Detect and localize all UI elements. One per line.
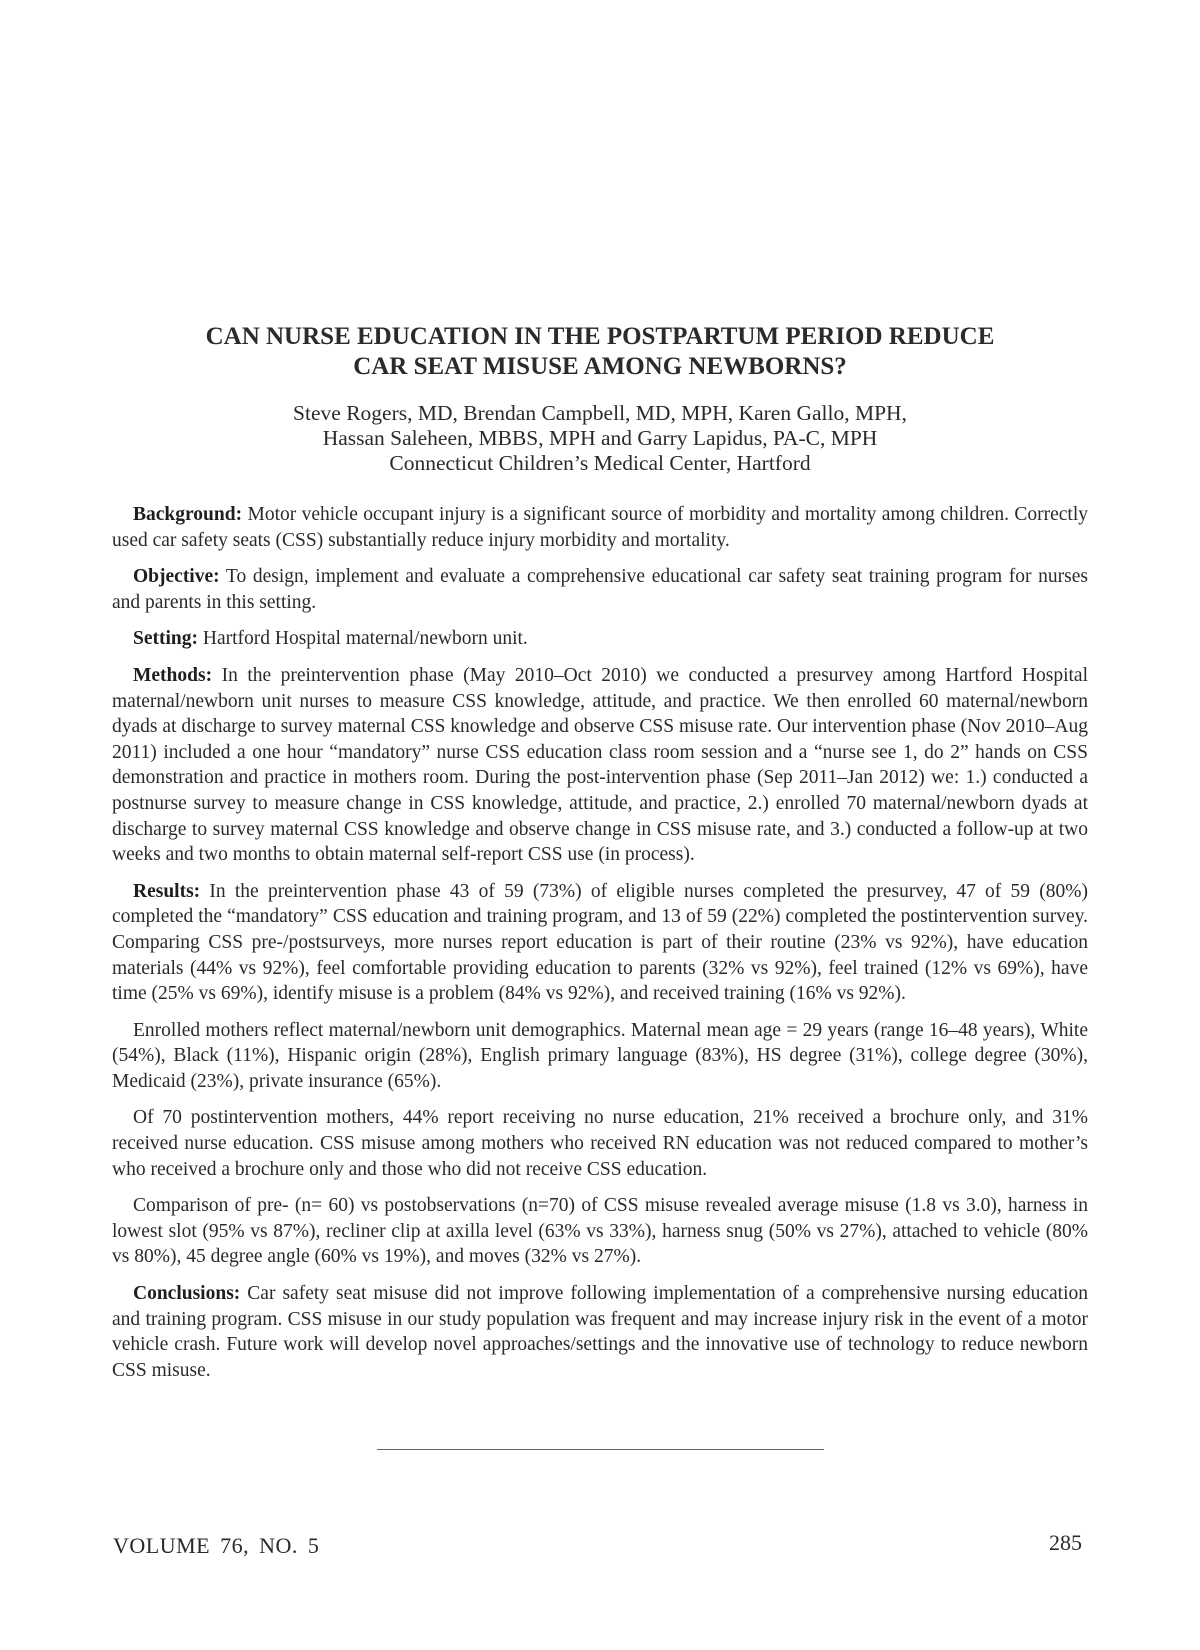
results-paragraph: [112, 879, 1088, 1007]
setting-text: Hartford Hospital maternal/newborn unit.: [198, 628, 528, 650]
byline: [110, 401, 1090, 476]
postintervention-paragraph: Of 70 postintervention mothers, 44% report receiving no nurse education, 21% received a brochure only, and 31% received nurse education. CSS misuse among mothers who received RN education was not reduced compared to mother’s who received a brochure only and those who did not receive CSS education.: [112, 1107, 1088, 1180]
abstract-body: [112, 502, 1088, 1394]
results-text: In the preintervention phase 43 of 59 (73%) of eligible nurses completed the presurvey, 47 of 59 (80%) completed the “mandatory” CSS education and training program, and 13 of 59 (22%) completed the postintervention survey. Comparing CSS pre-/postsurveys, more nurses report education is part of their routine (23% vs 92%), have education materials (44% vs 92%), feel comfortable providing education to parents (32% vs 92%), feel trained (12% vs 69%), have time (25% vs 69%), identify misuse is a problem (84% vs 92%), and received training (16% vs 92%).: [112, 880, 1088, 1005]
title-line-1: CAN NURSE EDUCATION IN THE POSTPARTUM PERIOD REDUCE: [205, 323, 995, 350]
setting-paragraph: [112, 626, 1088, 652]
objective-label: Objective:: [133, 566, 220, 588]
setting-label: Setting:: [133, 628, 198, 650]
title-line-2: CAR SEAT MISUSE AMONG NEWBORNS?: [353, 353, 847, 380]
background-paragraph: [112, 502, 1088, 553]
conclusions-paragraph: [112, 1281, 1088, 1383]
background-text: Motor vehicle occupant injury is a significant source of morbidity and mortality among children. Correctly used car safety seats (CSS) substantially reduce injury morbidity and mortality.: [112, 504, 1088, 551]
affiliation: Connecticut Children’s Medical Center, Hartford: [389, 451, 811, 475]
methods-paragraph: [112, 663, 1088, 868]
background-label: Background:: [133, 504, 243, 525]
conclusions-label: Conclusions:: [133, 1283, 241, 1305]
authors-line-2: Hassan Saleheen, MBBS, MPH and Garry Lapidus, PA-C, MPH: [322, 426, 878, 450]
methods-label: Methods:: [133, 664, 213, 686]
page-number: 285: [1049, 1530, 1082, 1555]
results-label: Results:: [133, 880, 201, 902]
demographics-paragraph: Enrolled mothers reflect maternal/newborn unit demographics. Maternal mean age = 29 years (range 16–48 years), White (54%), Black (11%), Hispanic origin (28%), English primary language (83%), HS degree (31%), college degree (30%), Medicaid (23%), private insurance (65%).: [112, 1019, 1088, 1092]
comparison-paragraph: Comparison of pre- (n= 60) vs postobservations (n=70) of CSS misuse revealed average misuse (1.8 vs 3.0), harness in lowest slot (95% vs 87%), recliner clip at axilla level (63% vs 33%), harness snug (50% vs 27%), attached to vehicle (80% vs 80%), 45 degree angle (60% vs 19%), and moves (32% vs 27%).: [112, 1195, 1088, 1268]
section-divider: [377, 1449, 824, 1450]
objective-paragraph: [112, 564, 1088, 615]
objective-text: To design, implement and evaluate a comprehensive educational car safety seat training program for nurses and parents in this setting.: [112, 566, 1088, 613]
article-title: [110, 322, 1090, 382]
volume-label: VOLUME 76, NO. 5: [113, 1533, 320, 1558]
methods-text: In the preintervention phase (May 2010–Oct 2010) we conducted a presurvey among Hartford Hospital maternal/newborn unit nurses to measure CSS knowledge, attitude, and practice. We then enrolled 60 maternal/newborn dyads at discharge to survey maternal CSS knowledge and observe CSS misuse rate. Our intervention phase (Nov 2010–Aug 2011) included a one hour “mandatory” nurse CSS education class room session and a “nurse see 1, do 2” hands on CSS demonstration and practice in mothers room. During the post-intervention phase (Sep 2011–Jan 2012) we: 1.) conducted a postnurse survey to measure change in CSS knowledge, attitude, and practice, 2.) enrolled 70 maternal/newborn dyads at discharge to survey maternal CSS knowledge and observe change in CSS misuse rate, and 3.) conducted a follow-up at two weeks and two months to obtain maternal self-report CSS use (in process).: [112, 664, 1088, 866]
authors-line-1: Steve Rogers, MD, Brendan Campbell, MD, MPH, Karen Gallo, MPH,: [293, 401, 907, 425]
conclusions-text: Car safety seat misuse did not improve following implementation of a comprehensive nursing education and training program. CSS misuse in our study population was frequent and may increase injury risk in the event of a motor vehicle crash. Future work will develop novel approaches/settings and the innovative use of technology to reduce newborn CSS misuse.: [112, 1283, 1088, 1381]
